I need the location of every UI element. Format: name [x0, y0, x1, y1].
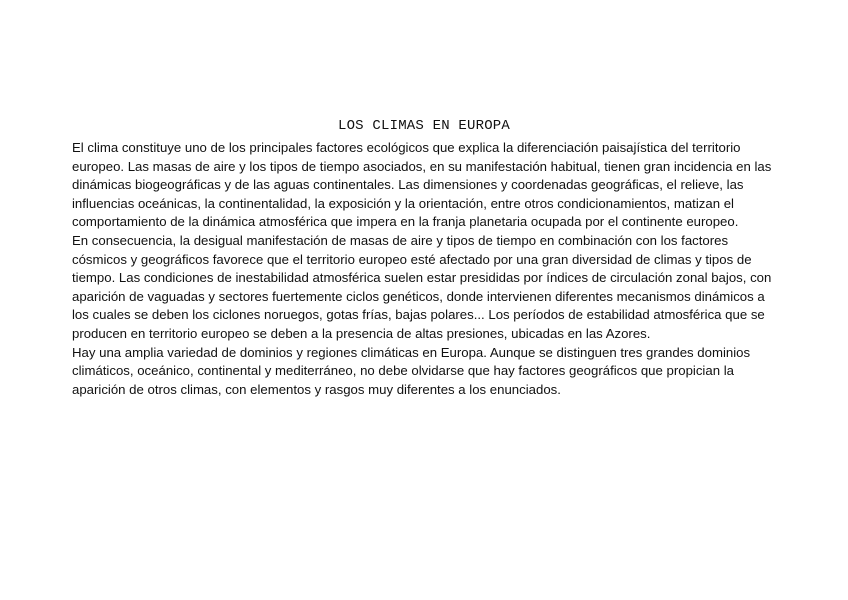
paragraph-domains: Hay una amplia variedad de dominios y regiones climáticas en Europa. Aunque se distinguen tres grandes dominios climáticos, oceánico, continental y mediterráneo, no debe olvidarse que hay factores geográficos que propician la aparición de otros climas, con elementos y rasgos muy diferentes a los enunciados. [72, 344, 751, 397]
document-body [72, 139, 782, 399]
paragraph-intro: El clima constituye uno de los principales factores ecológicos que explica la diferenciación paisajística del territorio europeo. Las masas de aire y los tipos de tiempo asociados, en su manifestación habitual, tienen gran incidencia en las dinámicas biogeográficas y de las aguas continentales. Las dimensiones y coordenadas geográficas, el relieve, las influencias oceánicas, la continentalidad, la exposición y la orientación, entre otros condicionamientos, matizan el comportamiento de la dinámica atmosférica que impera en la franja planetaria ocupada por el continente europeo. [72, 140, 772, 230]
paragraph-consequence: En consecuencia, la desigual manifestación de masas de aire y tipos de tiempo en combinación con los factores cósmicos y geográficos favorece que el territorio europeo esté afectado por una gran diversidad de climas y tipos de tiempo. Las condiciones de inestabilidad atmosférica suelen estar presididas por índices de circulación zonal bajos, con aparición de vaguadas y sectores fuertemente ciclos genéticos, donde intervienen diferentes mecanismos dinámicos a los cuales se deben los ciclones noruegos, gotas frías, bajas polares... Los períodos de estabilidad atmosférica que se producen en territorio europeo se deben a la presencia de altas presiones, ubicadas en las Azores. [72, 232, 772, 341]
document-title: LOS CLIMAS EN EUROPA [337, 118, 511, 134]
